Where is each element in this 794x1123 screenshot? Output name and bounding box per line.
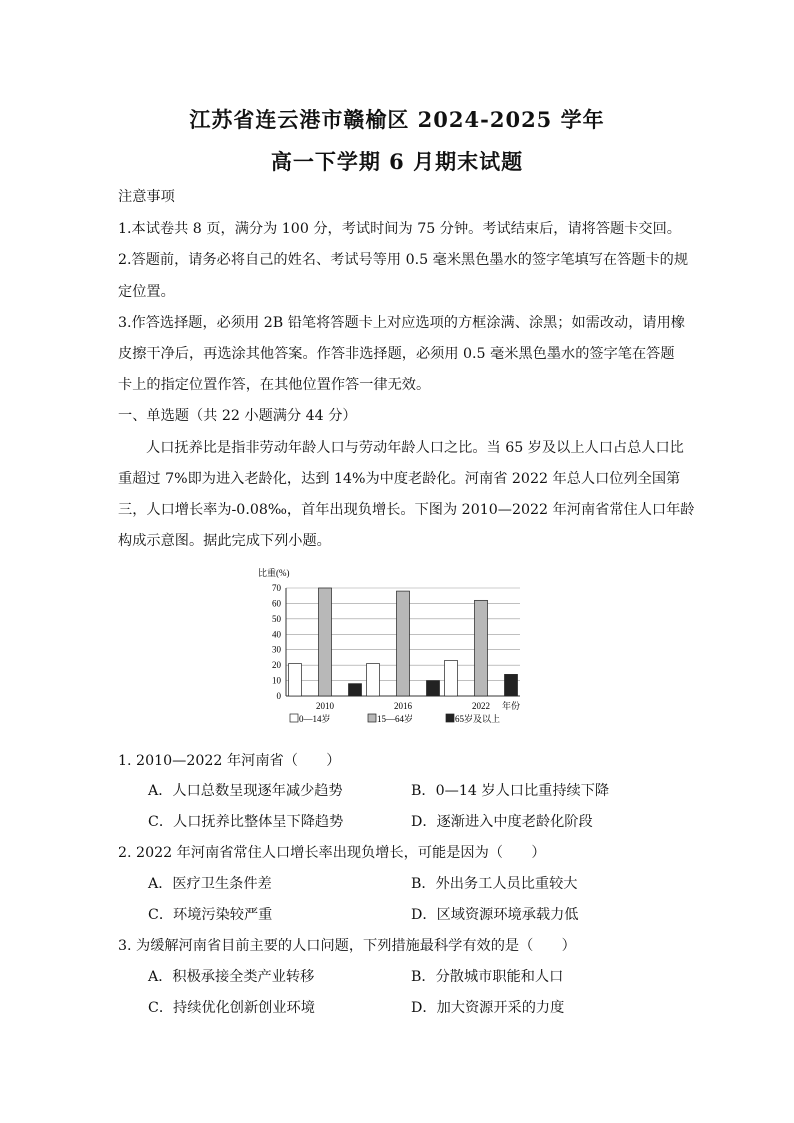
bar xyxy=(367,664,380,696)
legend-label: 65岁及以上 xyxy=(455,714,501,724)
option-a[interactable]: A．积极承接全类产业转移 xyxy=(148,969,315,985)
document-title-line2: 高一下学期 6 月期末试题 xyxy=(270,149,524,174)
option-a[interactable]: A．医疗卫生条件差 xyxy=(148,876,272,892)
legend-label: 0—14岁 xyxy=(299,714,331,724)
y-tick-label: 0 xyxy=(276,691,281,701)
legend-label: 15—64岁 xyxy=(377,714,414,724)
age-structure-chart xyxy=(250,563,540,733)
option-d[interactable]: D．区域资源环境承载力低 xyxy=(411,907,579,923)
notes-line: 皮擦干净后，再选涂其他答案。作答非选择题，必须用 0.5 毫米黑色墨水的签字笔在答题 xyxy=(118,346,675,362)
option-c[interactable]: C．持续优化创新创业环境 xyxy=(148,1000,315,1016)
x-axis-label: 年份 xyxy=(502,701,521,711)
notes-line: 2.答题前，请务必将自己的姓名、考试号等用 0.5 毫米黑色墨水的签字笔填写在答题卡的规 xyxy=(118,252,689,268)
y-tick-label: 50 xyxy=(272,613,281,624)
question-stem: 2. 2022 年河南省常住人口增长率出现负增长，可能是因为（ ） xyxy=(118,845,546,861)
bar xyxy=(349,684,362,696)
y-tick-label: 10 xyxy=(272,675,281,686)
y-tick-label: 40 xyxy=(272,629,281,640)
notes-line: 3.作答选择题，必须用 2B 铅笔将答题卡上对应选项的方框涂满、涂黑；如需改动，请用橡 xyxy=(118,315,685,331)
notes-heading: 注意事项 xyxy=(118,189,175,205)
x-tick-label: 2010 xyxy=(316,701,334,711)
passage-line: 构成示意图。据此完成下列小题。 xyxy=(118,533,331,549)
notes-line: 定位置。 xyxy=(118,284,175,300)
option-b[interactable]: B．外出务工人员比重较大 xyxy=(411,876,578,892)
x-tick-label: 2016 xyxy=(394,701,412,711)
option-d[interactable]: D．逐渐进入中度老龄化阶段 xyxy=(411,814,593,830)
bar xyxy=(427,681,440,696)
y-tick-label: 20 xyxy=(272,660,281,671)
section-heading: 一、单选题（共 22 小题满分 44 分） xyxy=(118,408,357,424)
legend-swatch xyxy=(368,714,376,722)
bar xyxy=(289,664,302,696)
bar xyxy=(505,674,518,696)
bar xyxy=(397,591,410,696)
notes-line: 卡上的指定位置作答，在其他位置作答一律无效。 xyxy=(118,377,431,393)
question-stem: 1. 2010—2022 年河南省（ ） xyxy=(118,753,341,769)
option-a[interactable]: A．人口总数呈现逐年减少趋势 xyxy=(148,783,343,799)
passage-line: 重超过 7%即为进入老龄化，达到 14%为中度老龄化。河南省 2022 年总人口位列全国第 xyxy=(118,471,681,487)
bar xyxy=(445,661,458,696)
y-tick-label: 30 xyxy=(272,644,281,655)
x-tick-label: 2022 xyxy=(472,701,490,711)
notes-line: 1.本试卷共 8 页，满分为 100 分，考试时间为 75 分钟。考试结束后，请将答题卡交回。 xyxy=(118,221,681,237)
passage-line: 人口抚养比是指非劳动年龄人口与劳动年龄人口之比。当 65 岁及以上人口占总人口比 xyxy=(146,440,684,456)
legend-swatch xyxy=(446,714,454,722)
option-d[interactable]: D．加大资源开采的力度 xyxy=(411,1000,565,1016)
y-tick-label: 70 xyxy=(272,583,281,593)
option-b[interactable]: B．分散城市职能和人口 xyxy=(411,969,564,985)
passage-line: 三，人口增长率为-0.08‰，首年出现负增长。下图为 2010—2022 年河南省常住人口年龄 xyxy=(118,502,695,518)
bar xyxy=(319,588,332,696)
bar xyxy=(475,600,488,696)
option-c[interactable]: C．人口抚养比整体呈下降趋势 xyxy=(148,814,344,830)
option-c[interactable]: C．环境污染较严重 xyxy=(148,907,273,923)
y-tick-label: 60 xyxy=(272,598,281,609)
legend-swatch xyxy=(290,714,298,722)
question-stem: 3. 为缓解河南省目前主要的人口问题，下列措施最科学有效的是（ ） xyxy=(118,938,576,954)
option-b[interactable]: B．0—14 岁人口比重持续下降 xyxy=(411,783,610,799)
y-axis-label: 比重(%) xyxy=(258,568,290,578)
document-title-line1: 江苏省连云港市赣榆区 2024-2025 学年 xyxy=(189,107,605,132)
